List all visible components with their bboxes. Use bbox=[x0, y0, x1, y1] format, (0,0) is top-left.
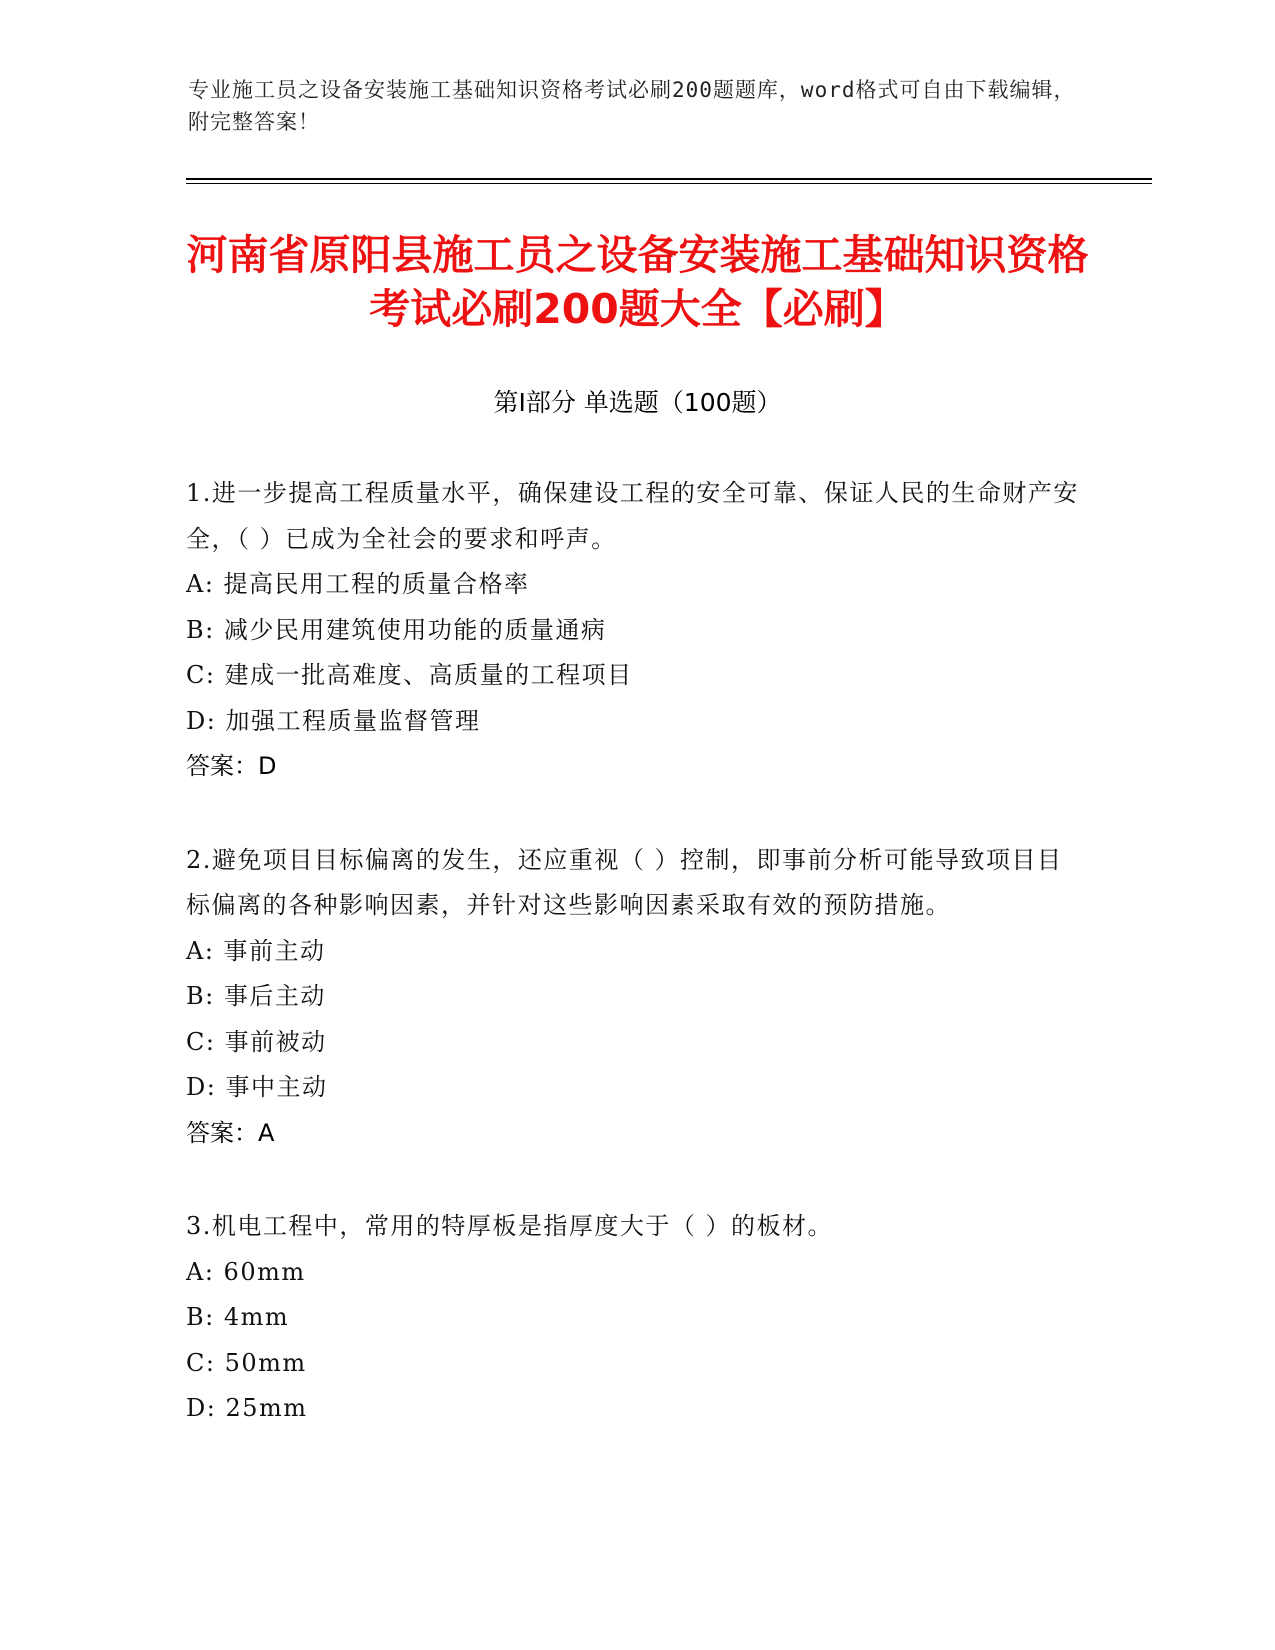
question-2 bbox=[186, 838, 1086, 1157]
option-c: C: 建成一批高难度、高质量的工程项目 bbox=[186, 661, 633, 689]
question-stem: 3.机电工程中，常用的特厚板是指厚度大于（ ）的板材。 bbox=[186, 1212, 834, 1240]
option-b: B: 4mm bbox=[186, 1303, 290, 1331]
question-stem: 1.进一步提高工程质量水平，确保建设工程的安全可靠、保证人民的生命财产安全，（ ）已成为全社会的要求和呼声。 bbox=[186, 479, 1079, 553]
answer: 答案：D bbox=[186, 752, 277, 780]
option-a: A: 提高民用工程的质量合格率 bbox=[186, 570, 530, 598]
question-3 bbox=[186, 1204, 1086, 1432]
option-d: D: 事中主动 bbox=[186, 1073, 328, 1101]
question-1 bbox=[186, 471, 1086, 790]
option-d: D: 加强工程质量监督管理 bbox=[186, 706, 481, 735]
document-title: 河南省原阳县施工员之设备安装施工基础知识资格考试必刷200题大全【必刷】 bbox=[186, 231, 1089, 333]
option-d: D: 25mm bbox=[186, 1394, 308, 1422]
question-list bbox=[186, 471, 1086, 1480]
option-c: C: 事前被动 bbox=[186, 1027, 327, 1056]
question-stem: 2.避免项目目标偏离的发生，还应重视（ ）控制，即事前分析可能导致项目目标偏离的各种影响因素，并针对这些影响因素采取有效的预防措施。 bbox=[186, 845, 1063, 919]
option-a: A: 60mm bbox=[186, 1257, 306, 1286]
option-a: A: 事前主动 bbox=[186, 936, 326, 965]
answer: 答案：A bbox=[186, 1118, 275, 1147]
section-title: 第Ⅰ部分 单选题（100题） bbox=[493, 388, 782, 417]
header-divider-thin bbox=[186, 183, 1152, 184]
header-divider-thick bbox=[186, 178, 1152, 180]
option-b: B: 减少民用建筑使用功能的质量通病 bbox=[186, 615, 607, 644]
option-c: C: 50mm bbox=[186, 1348, 307, 1377]
option-b: B: 事后主动 bbox=[186, 982, 326, 1010]
header-note: 专业施工员之设备安装施工基础知识资格考试必刷200题题库，word格式可自由下载编辑，附完整答案！ bbox=[188, 78, 1076, 134]
